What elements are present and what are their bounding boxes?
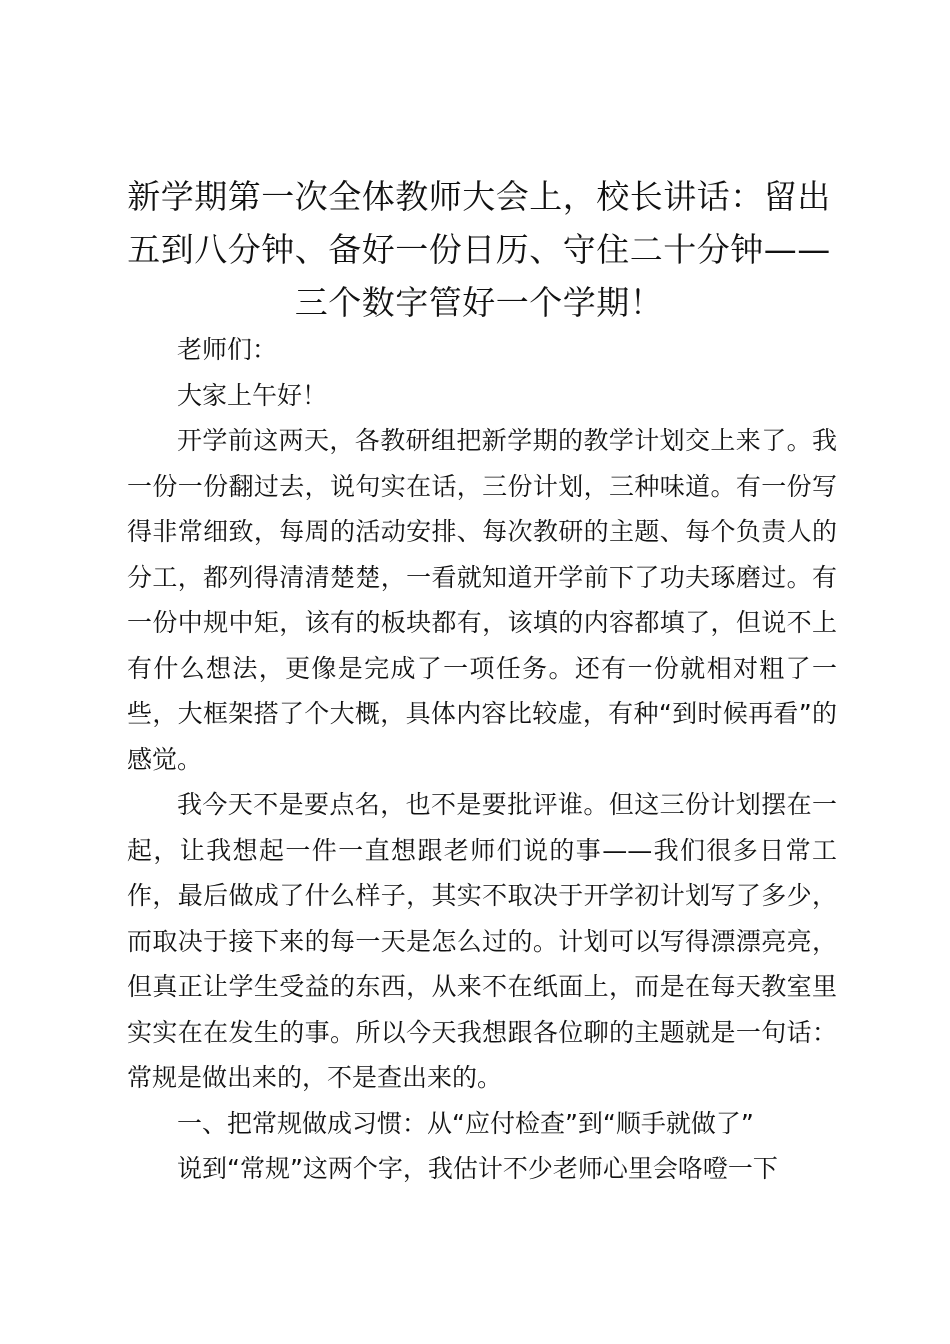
greeting: 大家上午好！	[177, 380, 328, 410]
document-body	[127, 327, 837, 1192]
body-paragraph-2: 我今天不是要点名，也不是要批评谁。但这三份计划摆在一起，让我想起一件一直想跟老师们说的事——我们很多日常工作，最后做成了什么样子，其实不取决于开学初计划写了多少，而取决于接下来的每一天是怎么过的。计划可以写得漂漂亮亮，但真正让学生受益的东西，从来不在纸面上，而是在每天教室里实实在在发生的事。所以今天我想跟各位聊的主题就是一句话：常规是做出来的，不是查出来的。	[127, 790, 837, 1092]
body-paragraph-3: 说到“常规”这两个字，我估计不少老师心里会咯噔一下	[177, 1154, 778, 1183]
salutation: 老师们：	[177, 335, 278, 364]
section-heading: 一、把常规做成习惯：从“应付检查”到“顺手就做了”	[177, 1108, 754, 1138]
body-paragraph-1: 开学前这两天，各教研组把新学期的教学计划交上来了。我一份一份翻过去，说句实在话，三份计划，三种味道。有一份写得非常细致，每周的活动安排、每次教研的主题、每个负责人的分工，都列得清清楚楚，一看就知道开学前下了功夫琢磨过。有一份中规中矩，该有的板块都有，该填的内容都填了，但说不上有什么想法，更像是完成了一项任务。还有一份就相对粗了一些，大框架搭了个大概，具体内容比较虚，有种“到时候再看”的感觉。	[127, 426, 837, 774]
document-title: 新学期第一次全体教师大会上，校长讲话：留出五到八分钟、备好一份日历、守住二十分钟——三个数字管好一个学期！	[127, 177, 831, 322]
